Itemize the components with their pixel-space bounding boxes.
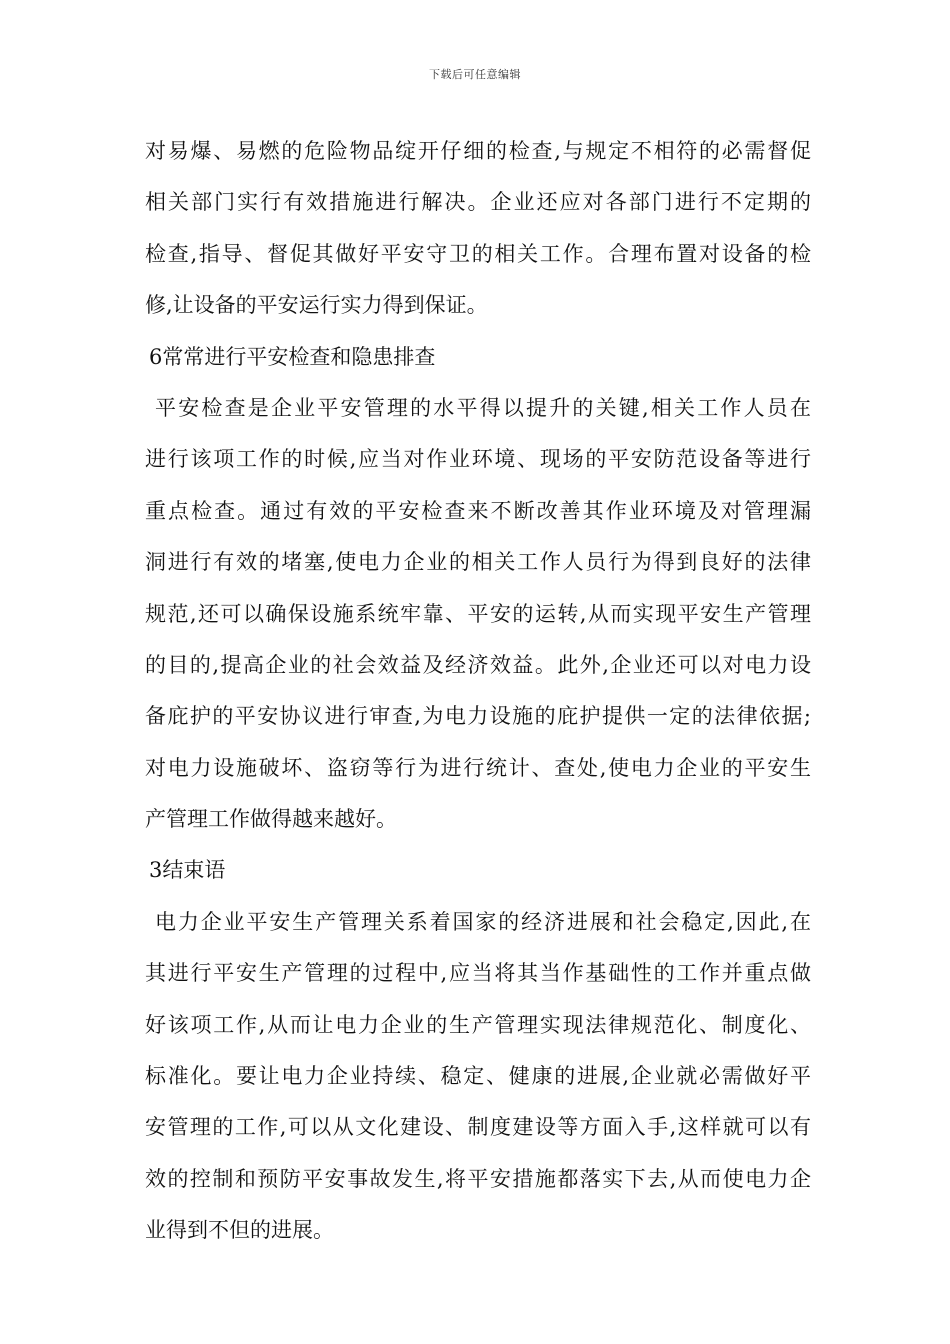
text-line: 规范,还可以确保设施系统牢靠、平安的运转,从而实现平安生产管理 xyxy=(145,601,811,626)
text-line: 进行该项工作的时候,应当对作业环境、现场的平安防范设备等进行 xyxy=(145,447,811,472)
text-line: 产管理工作做得越来越好。 xyxy=(145,807,397,832)
text-line: 对电力设施破坏、盗窃等行为进行统计、查处,使电力企业的平安生 xyxy=(145,755,811,780)
text-line: 电力企业平安生产管理关系着国家的经济进展和社会稳定,因此,在 xyxy=(155,909,811,934)
text-line: 备庇护的平安协议进行审查,为电力设施的庇护提供一定的法律依据; xyxy=(145,704,811,729)
text-line: 其进行平安生产管理的过程中,应当将其当作基础性的工作并重点做 xyxy=(145,961,811,986)
text-line: 标准化。要让电力企业持续、稳定、健康的进展,企业就必需做好平 xyxy=(145,1064,811,1089)
section-heading: 3结束语 xyxy=(149,858,226,883)
body-text xyxy=(145,126,811,1257)
text-line: 对易爆、易燃的危险物品绽开仔细的检查,与规定不相符的必需督促 xyxy=(145,139,811,163)
text-line: 相关部门实行有效措施进行解决。企业还应对各部门进行不定期的 xyxy=(145,190,811,215)
text-line: 平安检查是企业平安管理的水平得以提升的关键,相关工作人员在 xyxy=(155,395,811,420)
text-line: 安管理的工作,可以从文化建设、制度建设等方面入手,这样就可以有 xyxy=(145,1115,811,1140)
text-line: 好该项工作,从而让电力企业的生产管理实现法律规范化、制度化、 xyxy=(145,1012,811,1037)
text-line: 检查,指导、督促其做好平安守卫的相关工作。合理布置对设备的检 xyxy=(145,241,811,266)
text-line: 修,让设备的平安运行实力得到保证。 xyxy=(145,293,488,318)
text-line: 效的控制和预防平安事故发生,将平安措施都落实下去,从而使电力企 xyxy=(145,1166,811,1191)
text-line: 重点检查。通过有效的平安检查来不断改善其作业环境及对管理漏 xyxy=(145,498,811,523)
text-line: 的目的,提高企业的社会效益及经济效益。此外,企业还可以对电力设 xyxy=(145,652,811,677)
section-heading: 6常常进行平安检查和隐患排查 xyxy=(149,344,436,369)
text-line: 洞进行有效的堵塞,使电力企业的相关工作人员行为得到良好的法律 xyxy=(145,550,811,575)
header-note: 下载后可任意编辑 xyxy=(429,68,521,81)
text-line: 业得到不但的进展。 xyxy=(145,1218,334,1243)
